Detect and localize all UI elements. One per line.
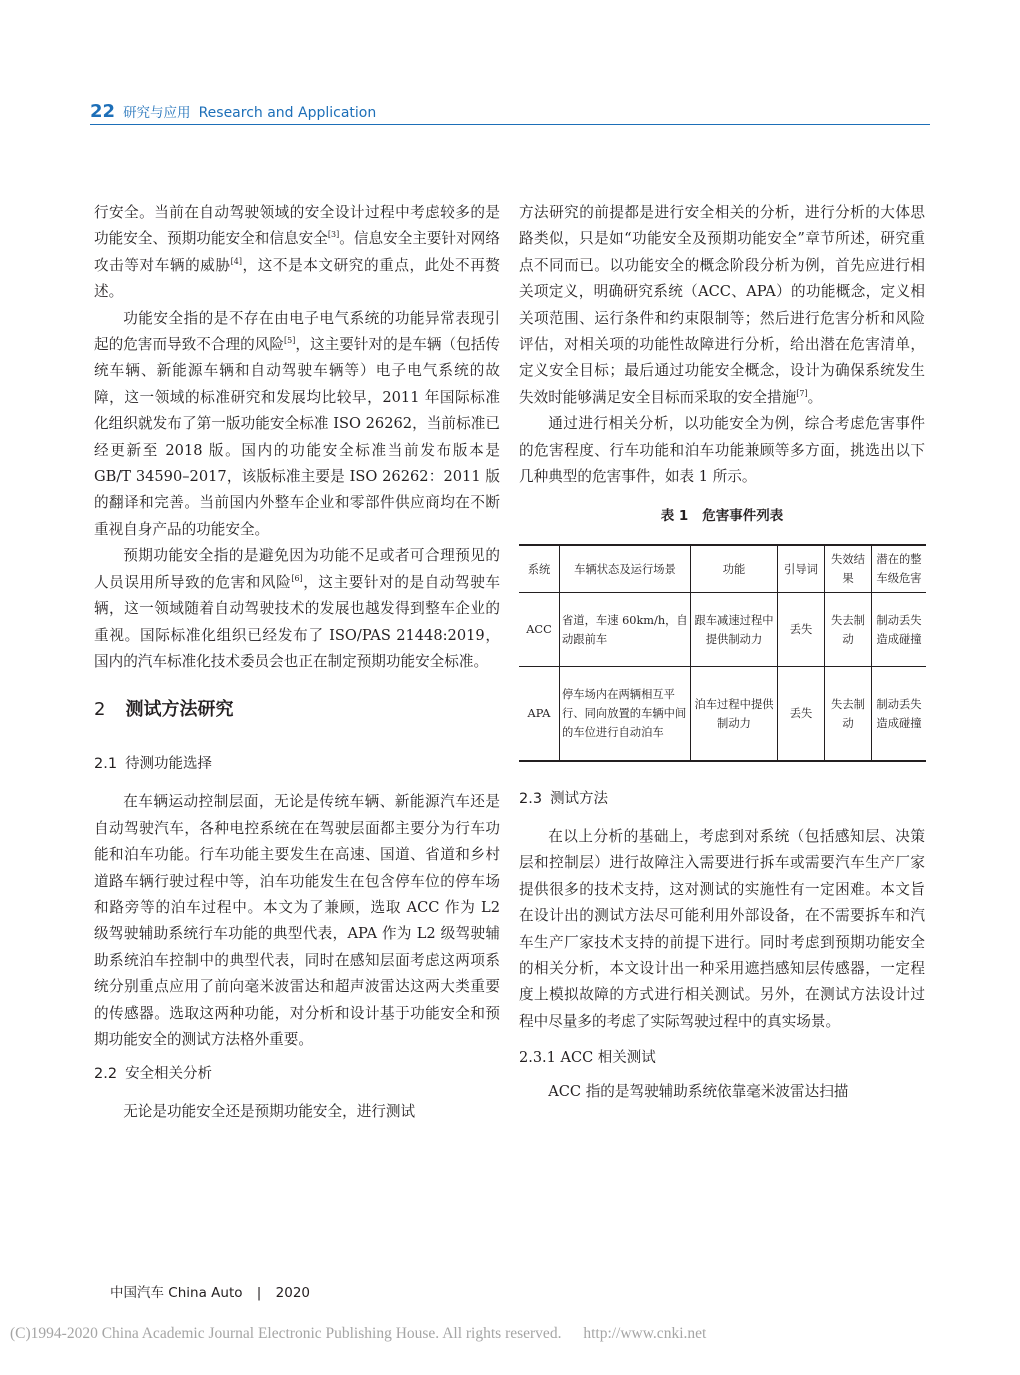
table-cell: 失去制动	[825, 667, 872, 761]
running-footer	[110, 1281, 310, 1301]
cnki-link[interactable]: http://www.cnki.net	[583, 1325, 707, 1342]
right-column	[519, 200, 925, 1106]
header-rule	[90, 124, 930, 125]
subsection-heading: 2.1 待测功能选择	[94, 756, 213, 773]
citation[interactable]: [6]	[291, 573, 303, 583]
table-cell: 停车场内在两辆相互平行、同向放置的车辆中间的车位进行自动泊车	[560, 667, 691, 761]
page-number: 22	[90, 101, 116, 122]
copyright-text: (C)1994-2020 China Academic Journal Electronic Publishing House. All rights reserved.	[10, 1325, 562, 1342]
table-cell: ACC	[519, 593, 560, 667]
table-cell: 泊车过程中提供制动力	[691, 667, 778, 761]
running-header	[90, 101, 376, 121]
table-cell: 制动丢失造成碰撞	[872, 593, 927, 667]
copyright-notice	[10, 1325, 706, 1343]
paragraph: 在以上分析的基础上，考虑到对系统（包括感知层、决策层和控制层）进行故障注入需要进行拆车或需要汽车生产厂家提供很多的技术支持，这对测试的实施性有一定困难。本文旨在设计出的测试方法尽可能利用外部设备，在不需要拆车和汽车生产厂家技术支持的前提下进行。同时考虑到预期功能安全的相关分析，本文设计出一种采用遮挡感知层传感器，一定程度上模拟故障的方式进行相关测试。另外，在测试方法设计过程中尽量多的考虑了实际驾驶过程中的真实场景。	[519, 827, 925, 1030]
left-column	[94, 200, 500, 1126]
journal-year: 2020	[275, 1285, 311, 1301]
table-header-row	[519, 545, 926, 593]
table-header-cell: 车辆状态及运行场景	[560, 545, 691, 593]
table-cell: 省道，车速 60km/h，自动跟前车	[560, 593, 691, 667]
table-cell: APA	[519, 667, 560, 761]
table-caption: 表 1 危害事件列表	[660, 508, 784, 525]
paragraph: 通过进行相关分析，以功能安全为例，综合考虑危害事件的危害程度、行车功能和泊车功能兼顾等多方面，挑选出以下几种典型的危害事件，如表 1 所示。	[519, 415, 925, 486]
paragraph: 在车辆运动控制层面，无论是传统车辆、新能源汽车还是自动驾驶汽车，各种电控系统在在驾驶层面都主要分为行车功能和泊车功能。行车功能主要发生在高速、国道、省道和乡村道路车辆行驶过程中等，泊车功能发生在包含停车位的停车场和路旁等的泊车过程中。本文为了兼顾，选取 ACC 作为 L2 级驾驶辅助系统行车功能的典型代表，APA 作为 L2 级驾驶辅助系统泊车控制中的典型代表，同时在感知层面考虑这两项系统分别重点应用了前向毫米波雷达和超声波雷达这两大类重要的传感器。选取这两种功能，对分析和设计基于功能安全和预期功能安全的测试方法格外重要。	[94, 793, 500, 1048]
paragraph: 无论是功能安全还是预期功能安全，进行测试	[123, 1103, 416, 1121]
subsection-heading: 2.2 安全相关分析	[94, 1066, 213, 1083]
journal-name-zh: 中国汽车	[110, 1285, 164, 1301]
table-row	[519, 667, 926, 761]
paragraph: 功能安全指的是不存在由电子电气系统的功能异常表现引起的危害而导致不合理的风险[5]，这主要针对的是车辆（包括传统车辆、新能源车辆和自动驾驶车辆等）电子电气系统的故障，这一领域的标准研究和发展均比较早，2011 年国际标准化组织就发布了第一版功能安全标准 ISO 26262，当前标准已经更新至 2018 版。国内的功能安全标准当前发布版本是 GB/T 34590–2017，该版标准主要是 ISO 26262：2011 版的翻译和完善。当前国内外整车企业和零部件供应商均在不断重视自身产品的功能安全。	[94, 309, 500, 538]
table-header-cell: 潜在的整车级危害	[872, 545, 927, 593]
subsubsection-heading: 2.3.1 ACC 相关测试	[519, 1050, 656, 1067]
paragraph: 方法研究的前提都是进行安全相关的分析，进行分析的大体思路类似，只是如“功能安全及预期功能安全”章节所述，研究重点不同而已。以功能安全的概念阶段分析为例，首先应进行相关项定义，明确研究系统（ACC、APA）的功能概念，定义相关项范围、运行条件和约束限制等；然后进行危害分析和风险评估，对相关项的功能性故障进行分析，给出潜在危害清单，定义安全目标；最后通过功能安全概念，设计为确保系统发生失效时能够满足安全目标而采取的安全措施[7]。	[519, 204, 925, 406]
subsection-heading: 2.3 测试方法	[519, 790, 609, 807]
journal-name-en: China Auto	[168, 1285, 243, 1301]
section-name-zh: 研究与应用	[123, 105, 191, 121]
table-header-cell: 引导词	[778, 545, 825, 593]
table-row	[519, 593, 926, 667]
hazard-table	[519, 544, 926, 762]
footer-separator: |	[256, 1285, 262, 1301]
table-cell: 跟车减速过程中提供制动力	[691, 593, 778, 667]
citation[interactable]: [4]	[230, 256, 242, 266]
section-heading: 2 测试方法研究	[94, 699, 234, 721]
paragraph: 行安全。当前在自动驾驶领域的安全设计过程中考虑较多的是功能安全、预期功能安全和信息安全[3]。信息安全主要针对网络攻击等对车辆的威胁[4]，这不是本文研究的重点，此处不再赘述。	[94, 204, 500, 301]
table-cell: 丢失	[778, 667, 825, 761]
section-name-en: Research and Application	[198, 105, 377, 121]
paragraph: ACC 指的是驾驶辅助系统依靠毫米波雷达扫描	[548, 1083, 849, 1101]
citation[interactable]: [5]	[284, 336, 296, 346]
table-header-cell: 功能	[691, 545, 778, 593]
table-cell: 制动丢失造成碰撞	[872, 667, 927, 761]
table-cell: 丢失	[778, 593, 825, 667]
table-cell: 失去制动	[825, 593, 872, 667]
table-header-cell: 系统	[519, 545, 560, 593]
citation[interactable]: [3]	[327, 230, 340, 240]
citation[interactable]: [7]	[796, 388, 808, 398]
table-header-cell: 失效结果	[825, 545, 872, 593]
paragraph: 预期功能安全指的是避免因为功能不足或者可合理预见的人员误用所导致的危害和风险[6]，这主要针对的是自动驾驶车辆，这一领域随着自动驾驶技术的发展也越发得到整车企业的重视。国际标准化组织已经发布了 ISO/PAS 21448:2019，国内的汽车标准化技术委员会也正在制定预期功能安全标准。	[94, 547, 500, 670]
